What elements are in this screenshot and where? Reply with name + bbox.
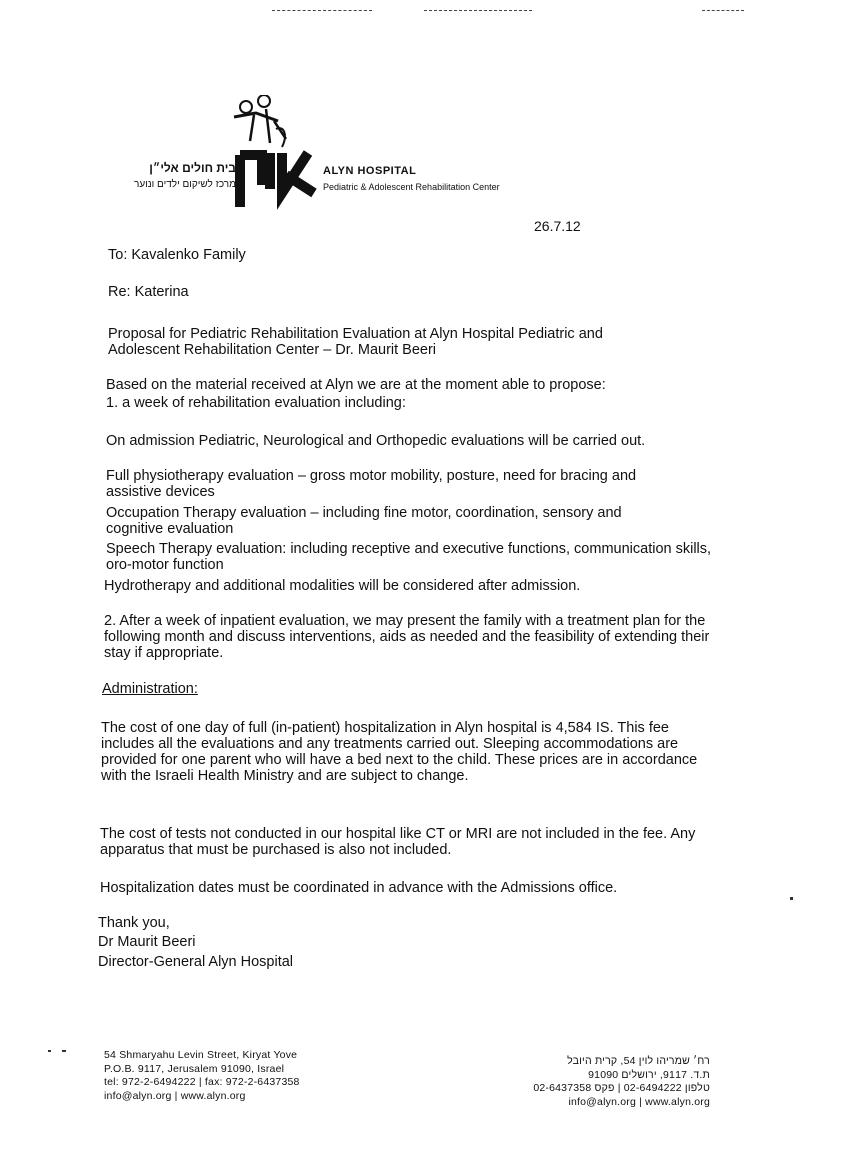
cost-paragraph: The cost of one day of full (in-patient) hospitalization in Alyn hospital is 4,584 IS. This fee includes all the evaluations and any treatments carried out. Sleeping accommodations are provided for one parent who will have a bed next to the child. These prices are in accordance with the Israeli Health Ministry and are subject to change.	[101, 720, 698, 784]
speech-therapy-text: Speech Therapy evaluation: including receptive and executive functions, communication skills, oro-motor function	[106, 541, 712, 573]
letterhead	[108, 95, 548, 215]
scan-speck	[790, 897, 793, 900]
hydrotherapy-text: Hydrotherapy and additional modalities will be considered after admission.	[104, 578, 581, 594]
scan-speck	[48, 1050, 51, 1052]
scan-speck	[62, 1050, 66, 1052]
footer-line: info@alyn.org | www.alyn.org	[568, 1095, 710, 1108]
footer-line: טלפון 02-6494222 | פקס 02-6437358	[533, 1082, 710, 1094]
scan-artifact-line	[272, 10, 372, 11]
footer-line: tel: 972-2-6494222 | fax: 972-2-6437358	[104, 1076, 300, 1088]
footer-line: P.O.B. 9117, Jerusalem 91090, Israel	[104, 1062, 285, 1075]
subject-line: Re: Katerina	[108, 284, 189, 300]
footer-line: 54 Shmaryahu Levin Street, Kiryat Yove	[104, 1049, 298, 1061]
letter-date: 26.7.12	[534, 218, 581, 234]
signer-name: Dr Maurit Beeri	[98, 934, 196, 950]
hospital-subtitle: Pediatric & Adolescent Rehabilitation Center	[323, 182, 500, 192]
recipient-line: To: Kavalenko Family	[108, 247, 246, 263]
hebrew-hospital-subtitle: מרכז לשיקום ילדים ונוער	[134, 179, 236, 190]
footer-line: info@alyn.org | www.alyn.org	[104, 1089, 246, 1102]
admission-text: On admission Pediatric, Neurological and Orthopedic evaluations will be carried out.	[106, 433, 646, 449]
scan-artifact-line	[424, 10, 532, 11]
physiotherapy-text: Full physiotherapy evaluation – gross motor mobility, posture, need for bracing and assistive devices	[106, 468, 637, 500]
hebrew-hospital-name: בית חולים אלי״ן	[149, 161, 236, 175]
intro-text: Based on the material received at Alyn we are at the moment able to propose:	[106, 377, 606, 393]
signer-title: Director-General Alyn Hospital	[98, 954, 294, 970]
scan-artifact-line	[702, 10, 744, 11]
administration-heading: Administration:	[102, 681, 198, 697]
proposal-title: Proposal for Pediatric Rehabilitation Evaluation at Alyn Hospital Pediatric and Adolescent Rehabilitation Center – Dr. Maurit Beeri	[108, 326, 603, 358]
scheduling-note: Hospitalization dates must be coordinated in advance with the Admissions office.	[100, 880, 618, 896]
list-item-1: 1. a week of rehabilitation evaluation including:	[106, 395, 406, 411]
hospital-name: ALYN HOSPITAL	[323, 165, 417, 177]
alyn-logo-icon	[226, 95, 336, 215]
footer-line: ת.ד. 9117, ירושלים 91090	[588, 1068, 710, 1081]
closing-line: Thank you,	[98, 915, 170, 931]
tests-paragraph: The cost of tests not conducted in our hospital like CT or MRI are not included in the fee. Any apparatus that must be purchased is also not included.	[100, 826, 696, 858]
list-item-2: 2. After a week of inpatient evaluation, we may present the family with a treatment plan for the following month and discuss interventions, aids as needed and the feasibility of extending their stay if appropriate.	[104, 613, 710, 661]
footer-line: רח׳ שמריהו לוין 54, קרית היובל	[567, 1055, 710, 1067]
footer-address-hebrew	[470, 1055, 710, 1109]
occupation-therapy-text: Occupation Therapy evaluation – including fine motor, coordination, sensory and cognitive evaluation	[106, 505, 622, 537]
footer-address-english	[104, 1049, 300, 1103]
